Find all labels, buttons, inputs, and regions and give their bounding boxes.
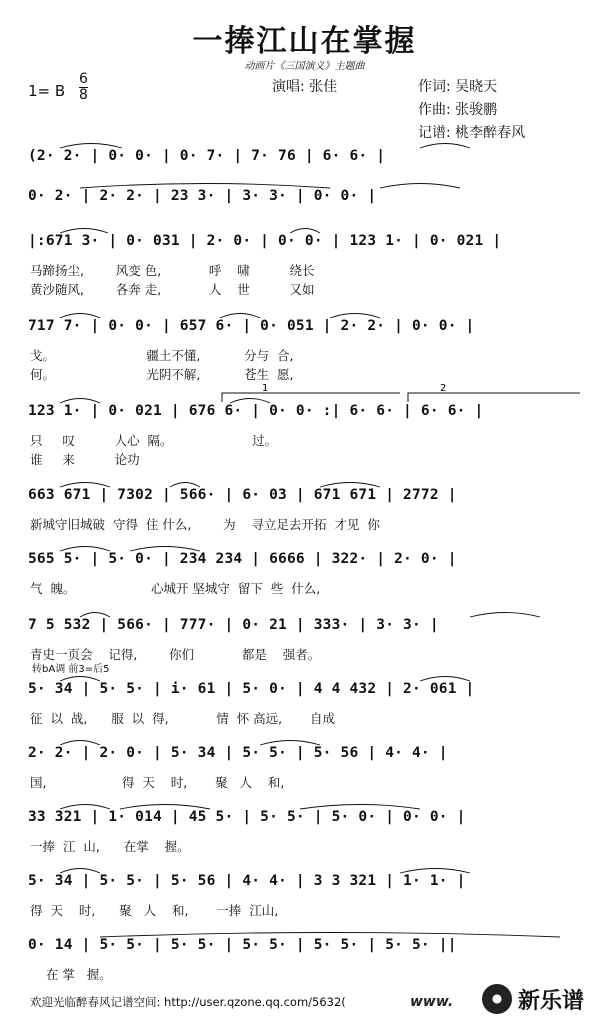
lyric-line: 谁 来 论功 [30,452,140,467]
lyric-line: 一捧 江 山, 在掌 握。 [30,839,190,854]
notation-line: 0· 14 | 5· 5· | 5· 5· | 5· 5· | 5· 5· | 5· 5· || [28,937,457,953]
notation-line: |:671 3· | 0· 031 | 2· 0· | 0· 0· | 123 1· | 0· 021 | [28,233,502,249]
logo-text: 新乐谱 [518,989,585,1014]
modulation-note: 转bA调 前3=后5 [32,664,110,675]
notation-line: 0· 2· | 2· 2· | 23 3· | 3· 3· | 0· 0· | [28,188,377,204]
volta-2-label: 2 [440,383,447,394]
key-signature: 1= B [28,82,66,100]
lyric-line: 新城守旧城破 守得 住 什么, 为 寻立足去开拓 才见 你 [30,517,380,532]
lyric-line: 黄沙随风, 各奔 走, 人 世 又如 [30,282,315,297]
notation-line: 663 671 | 7302 | 566· | 6· 03 | 671 671 | 2772 | [28,487,457,503]
composer-credit: 作曲: 张骏鹏 [418,102,498,118]
lyric-line: 在 掌 握。 [30,967,112,982]
transcriber-credit: 记谱: 桃李醉春风 [418,125,526,141]
notation-line: 33 321 | 1· 014 | 45 5· | 5· 5· | 5· 0· | 0· 0· | [28,809,466,825]
lyric-line: 征 以 战, 服 以 得, 情 怀 高远, 自成 [30,711,335,726]
volta-1-bracket [222,393,400,402]
notation-line: 123 1· | 0· 021 | 676 6· | 0· 0· :| 6· 6· | 6· 6· | [28,403,484,419]
notation-line: 5· 34 | 5· 5· | i· 61 | 5· 0· | 4 4 432 | 2· 061 | [28,681,475,697]
slur-arc [420,144,470,149]
volta-2-bracket [408,393,580,402]
slur-arc [470,613,540,618]
footer-url[interactable]: 欢迎光临醉春风记谱空间: http://user.qzone.qq.com/5632( [30,995,346,1009]
notation-line: 2· 2· | 2· 0· | 5· 34 | 5· 5· | 5· 56 | 4· 4· | [28,745,448,761]
record-icon [482,984,512,1014]
lyric-line: 得 天 时, 聚 人 和, 一捧 江山, [30,903,279,918]
lyricist-credit: 作词: 吴晓天 [418,79,498,95]
lyric-line: 青史一页会 记得, 你们 都是 强者。 [30,647,321,662]
notation-line: 7 5 532 | 566· | 777· | 0· 21 | 333· | 3· 3· | [28,617,439,633]
time-numerator: 6 [79,71,88,87]
lyric-line: 何。 光阴不解, 苍生 愿, [30,367,294,382]
time-denominator: 8 [79,87,88,103]
lyric-line: 气 魄。 心城开 坚城守 留下 些 什么, [30,581,321,596]
lyric-line: 国, 得 天 时, 聚 人 和, [30,775,285,790]
notation-line: 5· 34 | 5· 5· | 5· 56 | 4· 4· | 3 3 321 | 1· 1· | [28,873,466,889]
song-title: 一捧江山在掌握 [192,24,417,59]
volta-1-label: 1 [262,383,269,394]
site-logo[interactable] [478,980,600,1018]
notation-line: (2· 2· | 0· 0· | 0· 7· | 7· 76 | 6· 6· | [28,148,386,164]
slur-arc [380,184,460,189]
singer-credit: 演唱: 张佳 [272,79,338,95]
song-subtitle: 动画片《三国演义》主题曲 [244,61,365,72]
lyric-line: 马蹄扬尘, 风变 色, 呼 啸 绕长 [30,263,315,278]
notation-line: 565 5· | 5· 0· | 234 234 | 6666 | 322· | 2· 0· | [28,551,457,567]
notation-line: 717 7· | 0· 0· | 657 6· | 0· 051 | 2· 2· | 0· 0· | [28,318,475,334]
lyric-line: 戈。 疆土不懂, 分与 合, [30,348,294,363]
watermark-text: www. [410,994,454,1010]
lyric-line: 只 叹 人心 隔。 过。 [30,433,278,448]
